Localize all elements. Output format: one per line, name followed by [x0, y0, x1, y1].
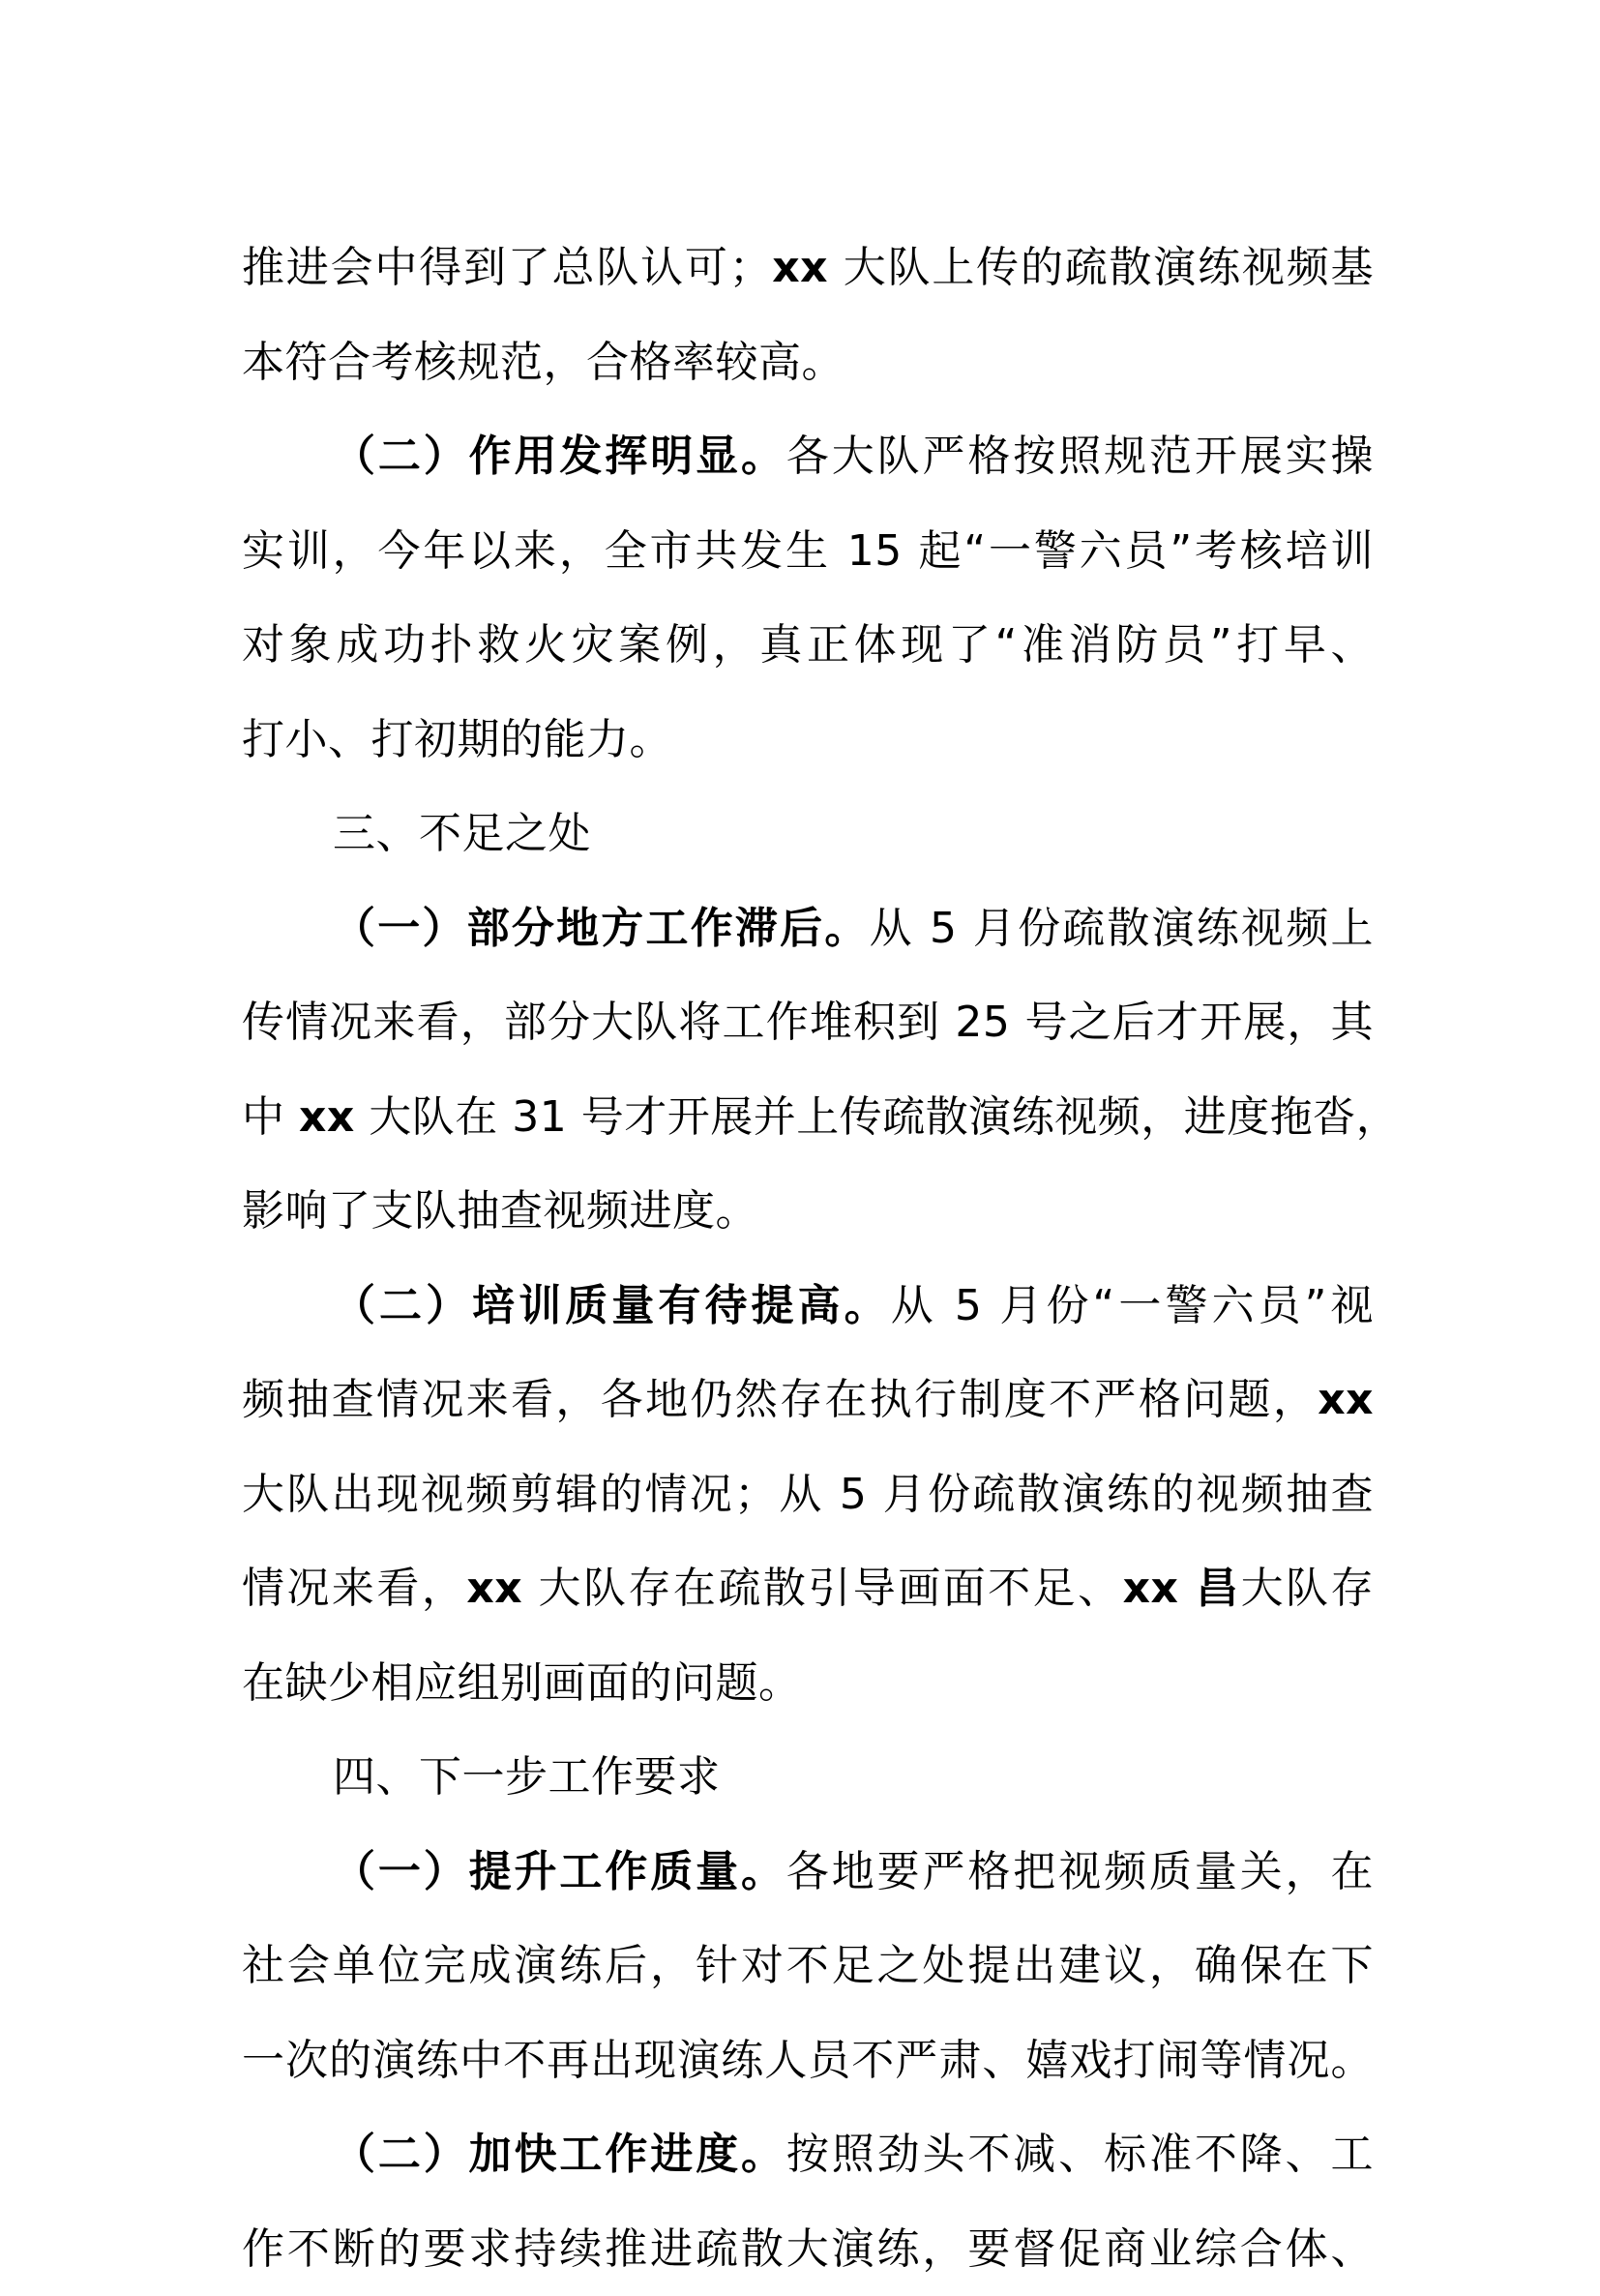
text-run: 推进会中得到了总队认可；	[242, 243, 772, 292]
paragraph-line	[242, 598, 1374, 693]
subheading-role-effective	[242, 409, 1374, 504]
subheading-training-quality	[242, 1259, 1374, 1354]
text-run: 影响了支队抽查视频进度。	[242, 1186, 758, 1236]
bold-text: xx	[466, 1564, 522, 1613]
paragraph-line	[242, 1636, 1374, 1731]
text-run: 传情况来看，部分大队将工作堆积到 25 号之后才开展，其	[242, 998, 1374, 1047]
paragraph-line	[242, 2013, 1374, 2108]
document-body	[242, 221, 1374, 2296]
paragraph-line	[242, 1353, 1374, 1447]
text-run: 一次的演练中不再出现演练人员不严肃、嬉戏打闹等情况。	[242, 2036, 1374, 2085]
bold-text: xx 昌	[1123, 1564, 1241, 1613]
paragraph-line	[242, 975, 1374, 1070]
paragraph-line	[242, 2202, 1374, 2296]
bold-text: （二）作用发挥明显。	[333, 432, 786, 481]
text-run: 从 5 月份“一警六员”视	[891, 1281, 1374, 1330]
text-run: 从 5 月份疏散演练视频上	[870, 904, 1374, 953]
text-run: 打小、打初期的能力。	[242, 715, 672, 764]
text-run: 作不断的要求持续推进疏散大演练，要督促商业综合体、	[242, 2224, 1374, 2274]
bold-text: （二）加快工作进度。	[333, 2130, 786, 2179]
paragraph-line	[242, 1070, 1374, 1165]
subheading-speed-up	[242, 2107, 1374, 2202]
text-run: 情况来看，	[242, 1564, 466, 1613]
text-run: 对象成功扑救火灾案例，真正体现了“准消防员”打早、	[242, 620, 1374, 670]
section-heading-next-steps	[242, 1730, 1374, 1825]
bold-text: （一）部分地方工作滞后。	[333, 904, 870, 953]
text-run: 中	[242, 1092, 299, 1142]
text-run: 本符合考核规范，合格率较高。	[242, 338, 844, 387]
bold-text: xx	[299, 1092, 355, 1142]
text-run: 按照劲头不减、标准不降、工	[786, 2130, 1374, 2179]
section-heading-shortcomings	[242, 787, 1374, 881]
text-run: 大队在 31 号才开展并上传疏散演练视频，进度拖沓，	[355, 1092, 1399, 1142]
text-run: 频抽查情况来看，各地仍然存在执行制度不严格问题，	[242, 1375, 1318, 1424]
paragraph-line	[242, 693, 1374, 788]
paragraph-line	[242, 315, 1374, 410]
text-run: 各大队严格按照规范开展实操	[786, 432, 1374, 481]
text-run: 各地要严格把视频质量关，在	[786, 1847, 1374, 1896]
paragraph-line	[242, 1541, 1374, 1636]
paragraph-line	[242, 1164, 1374, 1259]
text-run: 实训，今年以来，全市共发生 15 起“一警六员”考核培训	[242, 526, 1374, 576]
paragraph-line	[242, 1447, 1374, 1542]
text-run: 社会单位完成演练后，针对不足之处提出建议，确保在下	[242, 1941, 1374, 1990]
text-run: 大队存	[1241, 1564, 1374, 1613]
text-run: 大队上传的疏散演练视频基	[828, 243, 1374, 292]
bold-text: （一）提升工作质量。	[333, 1847, 786, 1896]
bold-text: xx	[772, 243, 828, 292]
subheading-work-lagging	[242, 881, 1374, 976]
text-run: 在缺少相应组别画面的问题。	[242, 1658, 802, 1708]
paragraph-line	[242, 1919, 1374, 2013]
paragraph-line	[242, 504, 1374, 599]
bold-text: xx	[1318, 1375, 1374, 1424]
text-run: 四、下一步工作要求	[333, 1752, 721, 1802]
bold-text: （二）培训质量有待提高。	[333, 1281, 891, 1330]
text-run: 大队出现视频剪辑的情况；从 5 月份疏散演练的视频抽查	[242, 1470, 1374, 1519]
text-run: 三、不足之处	[333, 809, 591, 858]
paragraph-line	[242, 221, 1374, 315]
subheading-improve-quality	[242, 1825, 1374, 1920]
text-run: 大队存在疏散引导画面不足、	[522, 1564, 1122, 1613]
